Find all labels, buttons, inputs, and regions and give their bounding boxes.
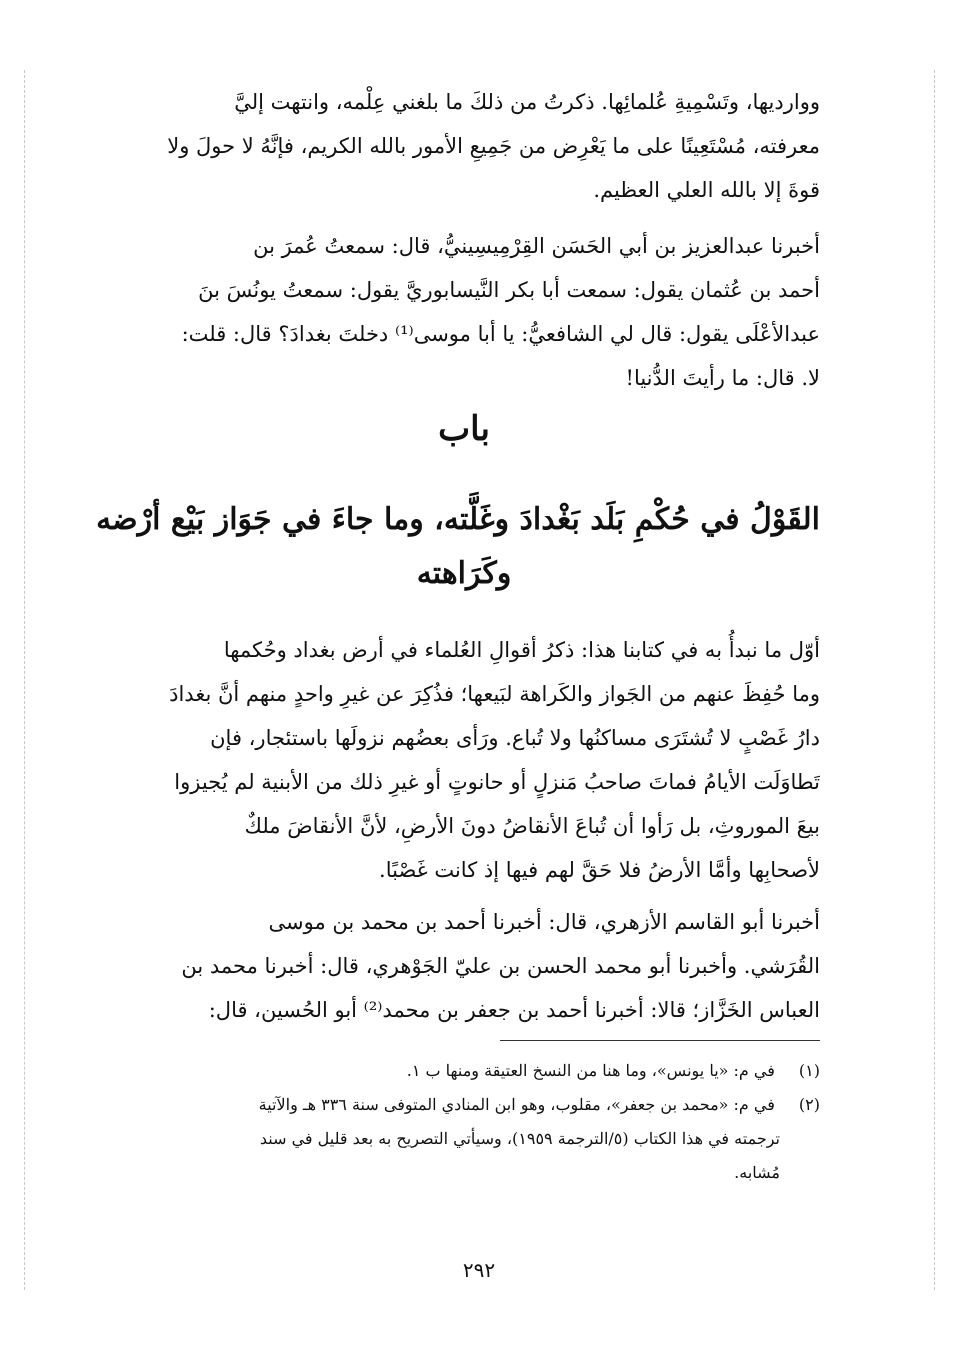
chapter-heading: باب: [438, 409, 490, 449]
footnote-2-continuation: ترجمته في هذا الكتاب (٥/الترجمة ١٩٥٩)، وسيأتي التصريح به بعد قليل في سند: [259, 1129, 780, 1148]
scan-edge-mark: [24, 70, 25, 1290]
text-line: أخبرنا عبدالعزيز بن أبي الحَسَن القِرْمِيسِينيُّ، قال: سمعتُ عُمرَ بن: [253, 234, 820, 258]
footnote-2: [108, 1088, 820, 1122]
text-line: أحمد بن عُثمان يقول: سمعت أبا بكر النَّيسابوريَّ يقول: سمعتُ يونُسَ بنَ: [198, 278, 820, 302]
text-line: قوةَ إلا بالله العلي العظيم.: [593, 178, 820, 202]
text-line: أوّل ما نبدأُ به في كتابنا هذا: ذكرُ أقوالِ العُلماء في أرض بغداد وحُكمها: [223, 638, 820, 662]
paragraph-isnad: [108, 900, 820, 1032]
text-line: وما حُفِظَ عنهم من الجَواز والكَراهة لبَيعها؛ فذُكِرَ عن غيرِ واحدٍ منهم أنَّ بغدادَ: [169, 682, 820, 706]
footnote-2-continuation: مُشابه.: [734, 1163, 780, 1182]
page-number: ٢٩٢: [462, 1258, 496, 1282]
paragraph-land-ruling: [108, 628, 820, 892]
paragraph-intro: [108, 80, 820, 212]
footnote-text: في م: «محمد بن جعفر»، مقلوب، وهو ابن المنادي المتوفى سنة ٣٣٦ هـ والآتية: [258, 1095, 775, 1114]
text-line: ووارديها، وتَسْمِيةِ عُلمائِها. ذكرتُ من ذلكَ ما بلغني عِلْمه، وانتهت إليَّ: [234, 90, 820, 114]
text-line: تَطاوَلَت الأيامُ فماتَ صاحبُ مَنزلٍ أو حانوتٍ أو غيرِ ذلك من الأبنية لم يُجيزوا: [174, 770, 820, 794]
footnotes: [108, 1054, 820, 1190]
footnote-divider: [500, 1040, 820, 1041]
chapter-title-line-2: وكَرَاهته: [416, 556, 512, 591]
scan-edge-mark: [934, 70, 935, 1290]
footnote-1: [108, 1054, 820, 1088]
text-line: لأصحابِها وأمَّا الأرضُ فلا حَقَّ لهم فيها إذ كانت غَصْبًا.: [379, 858, 820, 882]
text-line: العباس الخَزَّاز؛ قالا: أخبرنا أحمد بن جعفر بن محمد⁽²⁾ أبو الحُسين، قال:: [208, 998, 820, 1022]
footnote-number: (١): [798, 1061, 820, 1080]
text-line: معرفته، مُسْتَعِينًا على ما يَعْرِض من جَمِيعِ الأمور بالله الكريم، فإنَّهُ لا حولَ ولا: [167, 134, 820, 158]
text-line: عبدالأعْلَى يقول: قال لي الشافعيُّ: يا أبا موسى⁽¹⁾ دخلتَ بغدادَ؟ قال: قلت:: [181, 322, 820, 346]
text-line: بيعَ الموروثِ، بل رَأوا أن تُباعَ الأنقاضُ دونَ الأرضِ، لأنَّ الأنقاضَ ملكٌ: [244, 814, 820, 838]
text-line: دارُ غَصْبٍ لا تُشتَرَى مساكنُها ولا تُباع. ورَأى بعضُهم نزولَها باستئجار، فإن: [210, 726, 820, 750]
text-line: أخبرنا أبو القاسم الأزهري، قال: أخبرنا أحمد بن محمد بن موسى: [268, 910, 820, 934]
chapter-title-line-1: القَوْلُ في حُكْمِ بَلَد بَغْدادَ وغَلَّته، وما جاءَ في جَوَاز بَيْع أرْضه: [96, 502, 820, 537]
paragraph-narration-shafii: [108, 224, 820, 400]
text-line: لا. قال: ما رأيتَ الدُّنيا!: [625, 366, 820, 390]
footnote-number: (٢): [798, 1095, 820, 1114]
text-line: القُرَشي. وأخبرنا أبو محمد الحسن بن عليّ الجَوْهري، قال: أخبرنا محمد بن: [181, 954, 820, 978]
footnote-text: في م: «يا يونس»، وما هنا من النسخ العتيقة ومنها ب ١.: [406, 1061, 775, 1080]
